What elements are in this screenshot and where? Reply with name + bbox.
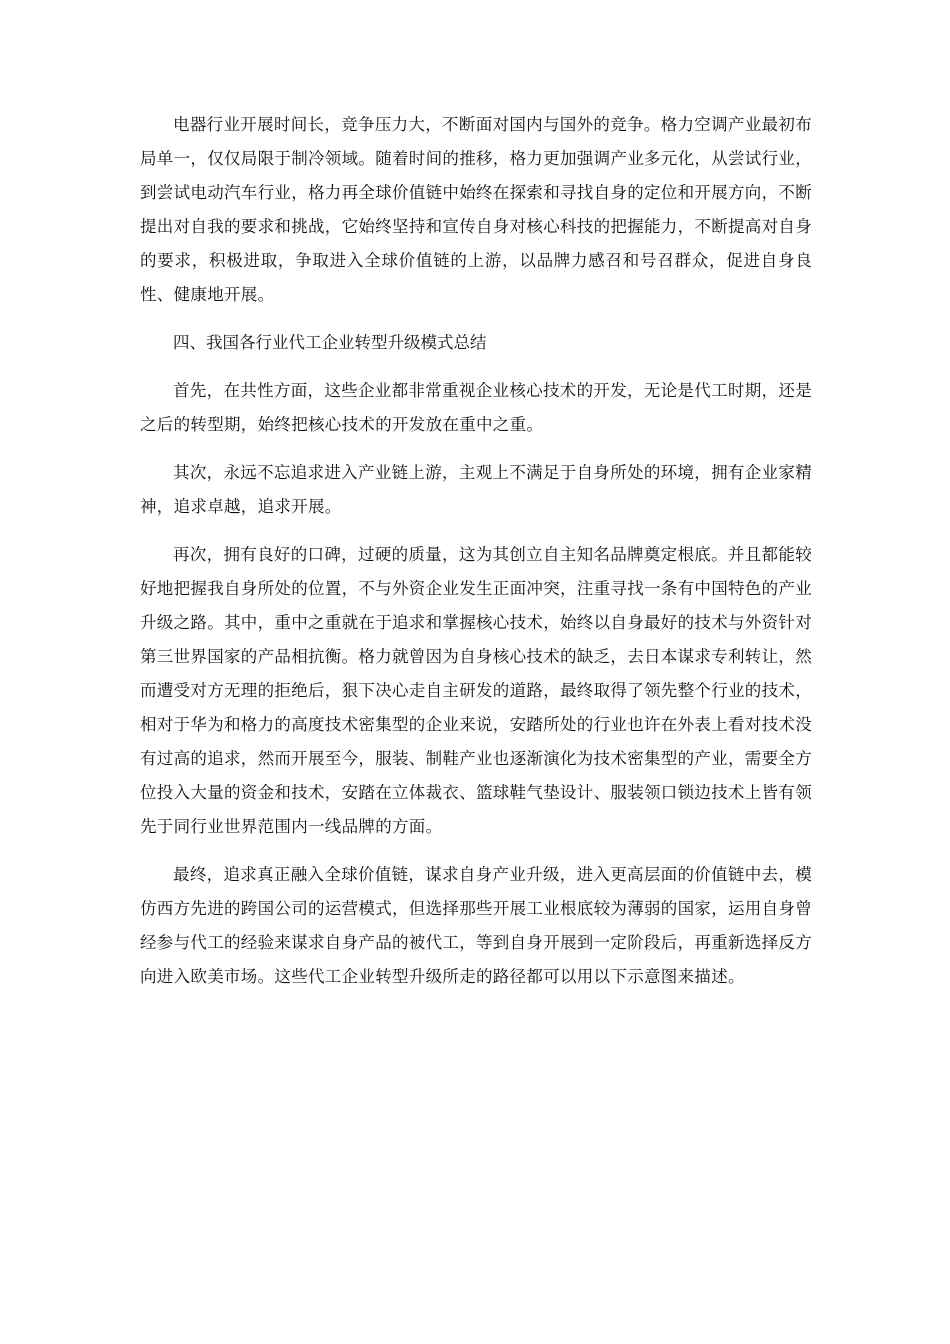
paragraph-first: 首先，在共性方面，这些企业都非常重视企业核心技术的开发，无论是代工时期，还是之后的转型期，始终把核心技术的开发放在重中之重。 bbox=[140, 381, 812, 434]
section-heading: 四、我国各行业代工企业转型升级模式总结 bbox=[173, 333, 487, 352]
paragraph-gree-industry: 电器行业开展时间长，竞争压力大，不断面对国内与国外的竞争。格力空调产业最初布局单一，仅仅局限于制冷领域。随着时间的推移，格力更加强调产业多元化，从尝试行业，到尝试电动汽车行业，格力再全球价值链中始终在探索和寻找自身的定位和开展方向，不断提出对自我的要求和挑战，它始终坚持和宣传自身对核心科技的把握能力，不断提高对自身的要求，积极进取，争取进入全球价值链的上游，以品牌力感召和号召群众，促进自身良性、健康地开展。 bbox=[140, 115, 812, 304]
paragraph-third: 再次，拥有良好的口碑，过硬的质量，这为其创立自主知名品牌奠定根底。并且都能较好地把握我自身所处的位置，不与外资企业发生正面冲突，注重寻找一条有中国特色的产业升级之路。其中，重中之重就在于追求和掌握核心技术，始终以自身最好的技术与外资针对第三世界国家的产品相抗衡。格力就曾因为自身核心技术的缺乏，去日本谋求专利转让，然而遭受对方无理的拒绝后，狠下决心走自主研发的道路，最终取得了领先整个行业的技术，相对于华为和格力的高度技术密集型的企业来说，安踏所处的行业也许在外表上看对技术没有过高的追求，然而开展至今，服装、制鞋产业也逐渐演化为技术密集型的产业，需要全方位投入大量的资金和技术，安踏在立体裁衣、篮球鞋气垫设计、服装领口锁边技术上皆有领先于同行业世界范围内一线品牌的方面。 bbox=[140, 545, 812, 836]
paragraph-final: 最终，追求真正融入全球价值链，谋求自身产业升级，进入更高层面的价值链中去，模仿西方先进的跨国公司的运营模式，但选择那些开展工业根底较为薄弱的国家，运用自身曾经参与代工的经验来谋求自身产品的被代工，等到自身开展到一定阶段后，再重新选择反方向进入欧美市场。这些代工企业转型升级所走的路径都可以用以下示意图来描述。 bbox=[140, 865, 812, 986]
document-page bbox=[140, 108, 812, 1008]
paragraph-second: 其次，永远不忘追求进入产业链上游，主观上不满足于自身所处的环境，拥有企业家精神，追求卓越，追求开展。 bbox=[140, 463, 812, 516]
